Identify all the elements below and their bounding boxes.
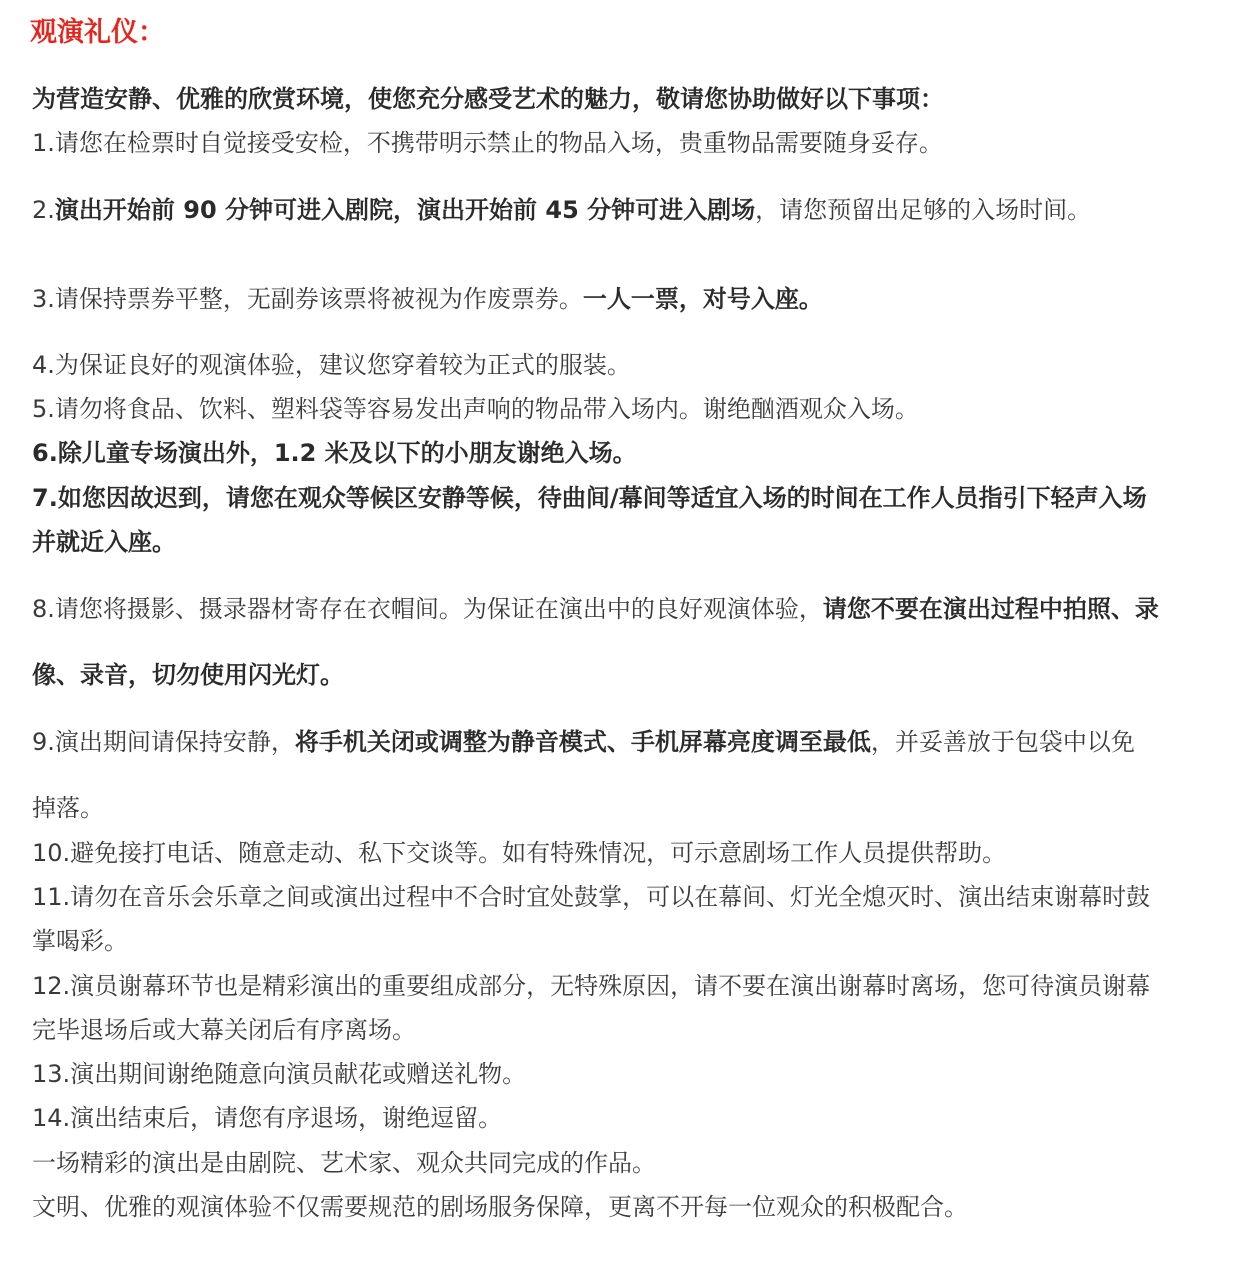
rule-item-4: 4.为保证良好的观演体验，建议您穿着较为正式的服装。 [32,351,631,379]
rule-item-9-bold: 将手机关闭或调整为静音模式、手机屏幕亮度调至最低 [294,728,871,756]
rule-item-8-line2: 像、录音，切勿使用闪光灯。 [32,661,344,689]
rule-item-10: 10.避免接打电话、随意走动、私下交谈等。如有特殊情况，可示意剧场工作人员提供帮助。 [32,839,1007,867]
rule-item-2-prefix: 2. [32,196,55,224]
rule-item-13: 13.演出期间谢绝随意向演员献花或赠送礼物。 [32,1060,527,1088]
rule-item-1: 1.请您在检票时自觉接受安检，不携带明示禁止的物品入场，贵重物品需要随身妥存。 [32,129,943,157]
rule-item-8-text: 8.请您将摄影、摄录器材寄存在衣帽间。为保证在演出中的良好观演体验， [32,595,823,623]
rule-item-8-line1 [32,592,1222,626]
rule-item-9-text: 9.演出期间请保持安静， [32,728,295,756]
intro-text: 为营造安静、优雅的欣赏环境，使您充分感受艺术的魅力，敬请您协助做好以下事项： [32,85,944,113]
closing-line-2: 文明、优雅的观演体验不仅需要规范的剧场服务保障，更离不开每一位观众的积极配合。 [32,1193,968,1221]
rule-item-8-bold: 请您不要在演出过程中拍照、录 [822,595,1159,623]
rule-item-9-rest: ，并妥善放于包袋中以免 [870,728,1135,756]
closing-line-1: 一场精彩的演出是由剧院、艺术家、观众共同完成的作品。 [32,1149,656,1177]
rule-item-11-line2: 掌喝彩。 [32,927,128,955]
rule-item-7-line2: 并就近入座。 [32,528,176,556]
rule-item-3-bold: 一人一票，对号入座。 [582,285,823,313]
rule-item-12-line2: 完毕退场后或大幕关闭后有序离场。 [32,1016,416,1044]
rule-item-14: 14.演出结束后，请您有序退场，谢绝逗留。 [32,1104,503,1132]
rule-item-9-line1 [32,725,1222,759]
rule-item-2-bold: 演出开始前 90 分钟可进入剧院，演出开始前 45 分钟可进入剧场 [54,196,756,224]
rule-item-2-rest: ，请您预留出足够的入场时间。 [755,196,1092,224]
rule-item-7-line1: 7.如您因故迟到，请您在观众等候区安静等候，待曲间/幕间等适宜入场的时间在工作人员指引下轻声入场 [32,484,1147,512]
rule-item-12-line1: 12.演员谢幕环节也是精彩演出的重要组成部分，无特殊原因，请不要在演出谢幕时离场，您可待演员谢幕 [32,972,1151,1000]
rule-item-3 [32,282,1222,316]
page-title: 观演礼仪： [30,17,165,48]
rule-item-11-line1: 11.请勿在音乐会乐章之间或演出过程中不合时宜处鼓掌，可以在幕间、灯光全熄灭时、演出结束谢幕时鼓 [32,883,1151,911]
rule-item-5: 5.请勿将食品、饮料、塑料袋等容易发出声响的物品带入场内。谢绝酗酒观众入场。 [32,395,919,423]
rule-item-2 [32,193,1222,227]
rule-item-9-line2: 掉落。 [32,794,104,822]
rule-item-3-text: 3.请保持票券平整，无副券该票将被视为作废票券。 [32,285,583,313]
rule-item-6: 6.除儿童专场演出外，1.2 米及以下的小朋友谢绝入场。 [32,439,637,467]
